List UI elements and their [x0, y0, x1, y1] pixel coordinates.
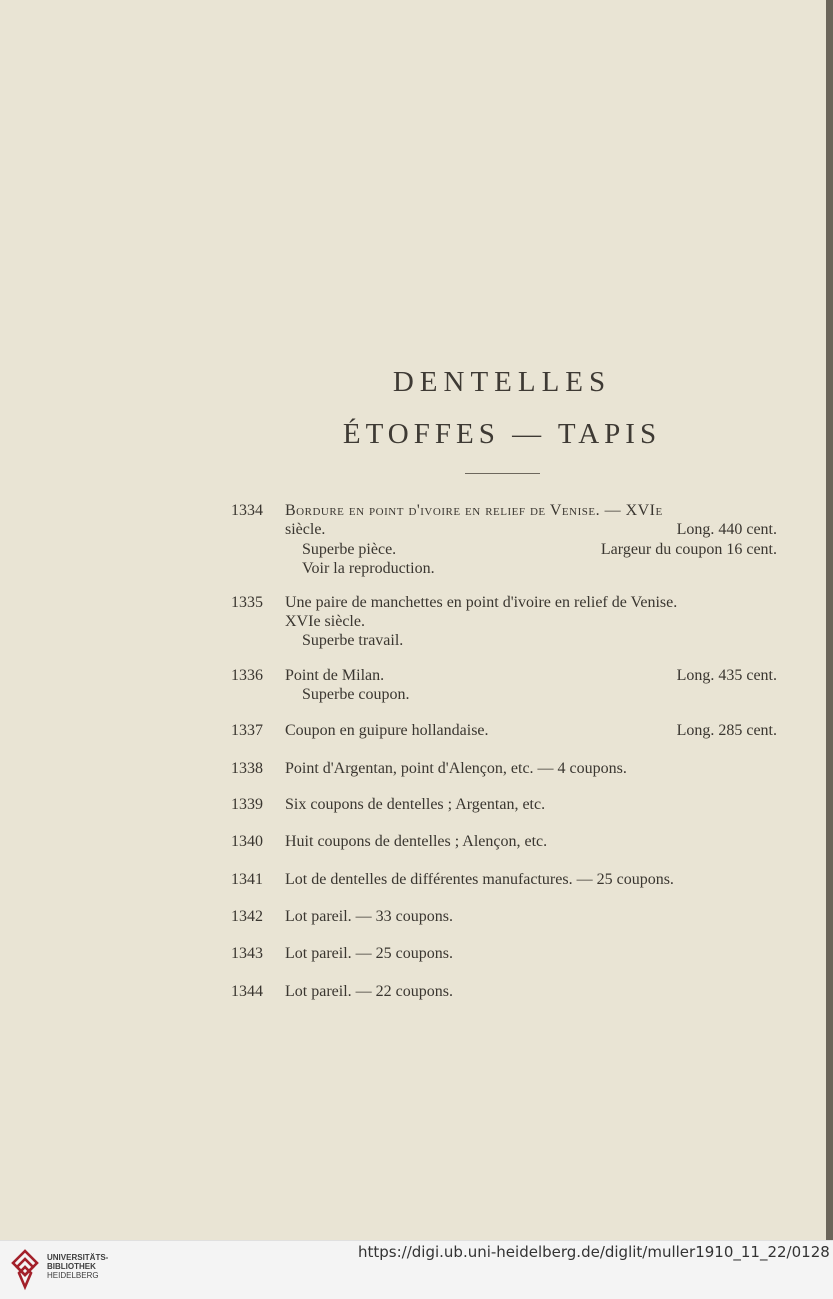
entry-number: 1334 — [231, 502, 263, 519]
logo-text-line: BIBLIOTHEK — [47, 1262, 96, 1271]
entry-text: Point d'Argentan, point d'Alençon, etc. — 4 coupons. — [285, 760, 627, 777]
entry-text: Point de Milan. — [285, 667, 385, 684]
entry-text: Superbe travail. — [302, 632, 404, 649]
entry-text: Six coupons de dentelles ; Argentan, etc. — [285, 796, 546, 813]
entry-text: Lot pareil. — 22 coupons. — [285, 983, 453, 1000]
entry-text: Voir la reproduction. — [302, 560, 435, 577]
entry-text: Superbe pièce. — [302, 541, 397, 558]
entry-text: Une paire de manchettes en point d'ivoire en relief de Venise. — [285, 594, 678, 611]
entry-number: 1335 — [231, 594, 263, 611]
entry-number: 1342 — [231, 908, 263, 925]
entry-text: XVIe siècle. — [285, 613, 365, 630]
logo-text-line: HEIDELBERG — [47, 1271, 99, 1280]
entry-measure: Largeur du coupon 16 cent. — [600, 541, 777, 558]
entry-number: 1337 — [231, 722, 263, 739]
entry-number: 1344 — [231, 983, 263, 1000]
section-title: DENTELLES — [392, 366, 612, 398]
entry-number: 1339 — [231, 796, 263, 813]
entry-number: 1336 — [231, 667, 263, 684]
section-subtitle: ÉTOFFES — TAPIS — [342, 418, 662, 450]
permalink-url[interactable]: https://digi.ub.uni-heidelberg.de/diglit/muller1910_11_22/0128 — [358, 1243, 830, 1261]
entry-text: Lot pareil. — 33 coupons. — [285, 908, 453, 925]
entry-text: Bordure en point d'ivoire en relief de Venise. — XVIe — [285, 502, 663, 519]
entry-number: 1338 — [231, 760, 263, 777]
entry-measure: Long. 440 cent. — [676, 521, 777, 538]
university-library-logo-icon — [9, 1247, 41, 1291]
entry-measure: Long. 285 cent. — [676, 722, 777, 739]
entry-number: 1340 — [231, 833, 263, 850]
logo-text-line: UNIVERSITÄTS- — [47, 1253, 109, 1262]
entry-text: Coupon en guipure hollandaise. — [285, 722, 489, 739]
entry-text: Lot pareil. — 25 coupons. — [285, 945, 453, 962]
entry-text: siècle. — [285, 521, 326, 538]
entry-number: 1343 — [231, 945, 263, 962]
entry-text: Lot de dentelles de différentes manufactures. — 25 coupons. — [285, 871, 674, 888]
entry-text: Huit coupons de dentelles ; Alençon, etc. — [285, 833, 548, 850]
title-rule — [465, 473, 540, 474]
entry-number: 1341 — [231, 871, 263, 888]
entry-text: Superbe coupon. — [302, 686, 410, 703]
entry-measure: Long. 435 cent. — [676, 667, 777, 684]
page-edge-shadow — [826, 0, 833, 1240]
